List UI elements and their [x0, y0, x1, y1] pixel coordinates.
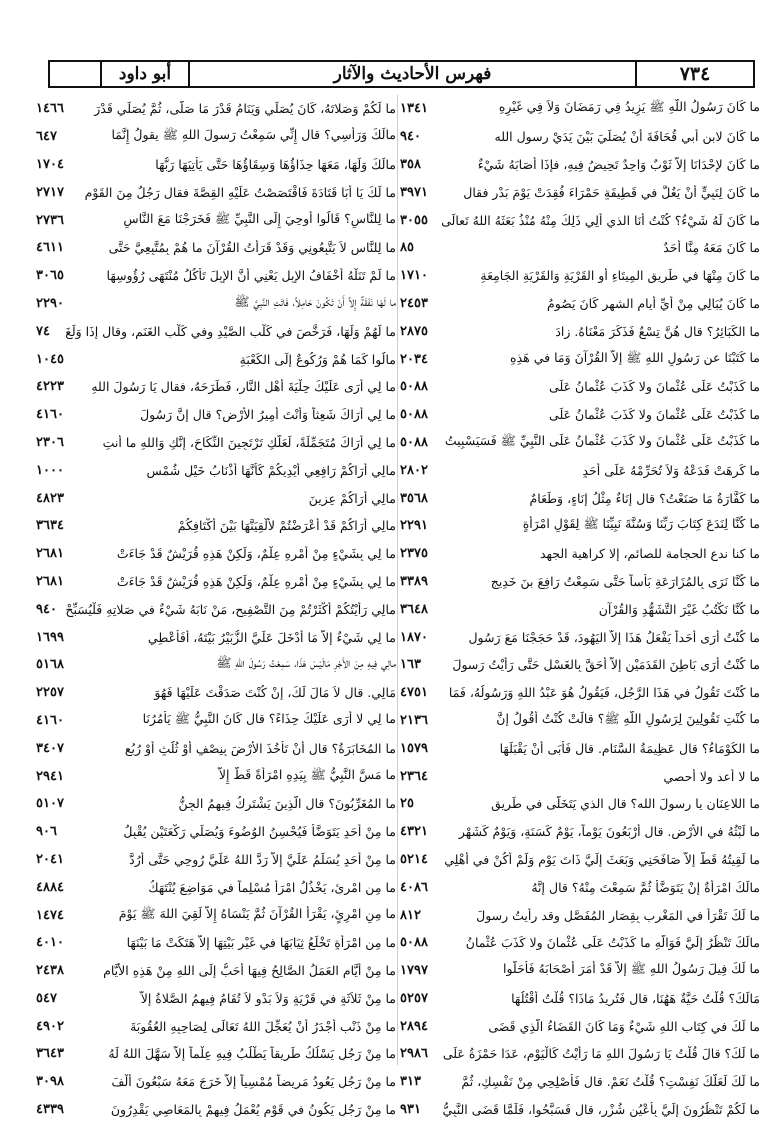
hadith-text: ما المُخَابَرَةُ؟ قال أَنْ تَأْخُذَ الأَرْضَ بِنِصْفٍ أَوْ ثُلُثٍ أَوْ رُبُعٍ	[124, 740, 396, 756]
hadith-number: ٦٤٧	[36, 129, 57, 145]
hadith-text: ما كَانَ لابنِ أبي قُحَافَةَ أَنْ يُصَلِّيَ بَيْنَ يَدَيْ رسولِ الله	[494, 129, 760, 145]
index-entry	[400, 540, 760, 568]
index-entry	[400, 178, 760, 206]
hadith-number: ٣٥٦٨	[400, 490, 428, 506]
index-entry	[36, 651, 396, 679]
index-entry	[36, 484, 396, 512]
hadith-text: ما كُنَّا نَرَى بِالمُزَارَعَةِ بَأْساً حَتَّى سَمِعْتُ رَافِعَ بنَ خَدِيجٍ	[490, 573, 760, 589]
index-entry	[400, 734, 760, 762]
index-entry	[36, 429, 396, 457]
hadith-text: ما كَانَ مَعَهُ مِنَّا أحَدٌ	[663, 240, 760, 256]
hadith-number: ٥٢٥٧	[400, 990, 428, 1006]
hadith-number: ٢٣٠٦	[36, 434, 64, 450]
hadith-text: ما لِي شَيْءٌ إِلاَّ مَا أَدْخَلَ عَلَيَّ الزُّبَيْرُ بَيْتَهُ، أَفَأُعْطِي	[147, 629, 396, 645]
hadith-text: مالِي أَرَاكُمْ قَدْ أَعْرَضْتُمْ لأُلْقِيَنَّهَا بَيْنَ أَكْتَافِكُمْ	[177, 518, 396, 534]
hadith-text: ما لَهَا نَفَقَةٌ إِلاَّ أَنْ تَكُونَ حَامِلاً، فَاتَتِ النَّبِيَّ ﷺ	[234, 293, 396, 309]
index-column-left	[36, 95, 396, 1123]
index-entry	[36, 317, 396, 345]
index-entry	[36, 234, 396, 262]
hadith-number: ٥٠٨٨	[400, 407, 428, 423]
hadith-number: ٣٦٤٣	[36, 1046, 64, 1062]
index-entry	[36, 790, 396, 818]
index-entry	[400, 1012, 760, 1040]
index-entry	[36, 1068, 396, 1096]
hadith-text: ما لِي أَرَى عَلَيْكَ حِلْيَةَ أَهْلِ النَّارِ، فَطَرَحَهُ، فقال يَا رَسُولَ اللهِ	[91, 379, 396, 395]
hadith-text: مالَكَ وَلَهَا، مَعَهَا حِذَاؤُهَا وَسِقَاؤُهَا حَتَّى يَأْتِيَهَا رَبُّهَا	[155, 156, 396, 172]
hadith-number: ٢٦٨١	[36, 573, 64, 589]
index-entry	[400, 762, 760, 790]
index-entry	[36, 707, 396, 735]
hadith-number: ٤٢٢٣	[36, 379, 64, 395]
hadith-number: ٤١٦٠	[36, 407, 64, 423]
hadith-number: ٤٨٢٣	[36, 490, 64, 506]
hadith-number: ٩٤٠	[400, 129, 421, 145]
hadith-number: ٣٤٠٧	[36, 740, 64, 756]
page-title: فهرس الأحاديث والآثار	[188, 62, 635, 86]
hadith-number: ١٠٠٠	[36, 462, 64, 478]
hadith-text: ما لَكَ فِيلَ رَسُولُ اللهِ ﷺ إلاَّ قَدْ أَمَرَ أَصْحَابَهُ فَأَحَلُّوا	[503, 961, 760, 977]
hadith-number: ٤٣٣٩	[36, 1102, 64, 1118]
hadith-number: ١٦٣	[400, 657, 421, 673]
hadith-number: ١٦٩٩	[36, 629, 64, 645]
index-entry	[400, 373, 760, 401]
hadith-text: ما كَانَ لإحْدَانَا إِلاَّ ثَوْبٌ وَاحِدٌ تَحِيضُ فِيهِ، فإذَا أَصَابَهُ شَيْءٌ	[477, 156, 760, 172]
hadith-text: مالِي رَأَيْتُكُمْ أَكْثَرْتُمْ مِنَ التَّصْفِيحِ، مَنْ نَابَهُ شَيْءٌ في صَلاتِهِ فَلْيُسَبِّحْ	[65, 601, 396, 617]
hadith-number: ٣٦٤٨	[400, 601, 428, 617]
hadith-number: ٤٧٥١	[400, 685, 428, 701]
index-entry	[400, 707, 760, 735]
index-entry	[36, 595, 396, 623]
index-entry	[400, 151, 760, 179]
hadith-text: ما لِي بِشَيْءٍ مِنْ أَمْرِهِ عِلْمٌ، وَلَكِنْ هَذِهِ قُرَيْشٌ قَدْ جَاءَتْ	[116, 546, 396, 562]
hadith-text: ما لَكَ لَعَلَّكَ نَفِسْتِ؟ قُلْتُ نَعَمْ. قال فَأَصْلِحِي مِنْ نَفْسِكِ، ثُمَّ	[461, 1074, 760, 1090]
page-number: ٧٣٤	[635, 62, 753, 86]
index-column-right	[400, 95, 760, 1123]
hadith-number: ٤١٦٠	[36, 712, 64, 728]
hadith-text: ما مَسَّ النَّبِيُّ ﷺ بِيَدِهِ امْرَأَةً قَطُّ إِلاَّ	[218, 766, 396, 782]
hadith-number: ٢٧١٧	[36, 184, 64, 200]
index-entry	[36, 568, 396, 596]
hadith-number: ٣١٣	[400, 1074, 421, 1090]
hadith-text: ما مِنْ ثَلاَثَةٍ في قَرْيَةٍ وَلاَ بَدْوٍ لاَ تُقَامُ فِيهِمُ الصَّلاةُ إلاَّ	[140, 990, 396, 1006]
hadith-text: ما الكَبَائِرُ؟ قال هُنَّ تِسْعٌ فَذَكَرَ مَعْنَاهُ. زادَ	[555, 323, 760, 339]
hadith-text: ما لَكَ في كِتَابِ اللهِ شَيْءٌ وَمَا كَانَ القَضَاءُ الَّذِي قَضَى	[488, 1018, 760, 1034]
hadith-number: ٣٠٩٨	[36, 1074, 64, 1090]
index-entry	[400, 929, 760, 957]
hadith-number: ١٠٤٥	[36, 351, 64, 367]
hadith-number: ٢٢٥٧	[36, 685, 64, 701]
hadith-text: مالَكَ وَرَأْسِي؟ قال إِنِّي سَمِعْتُ رَسولَ اللهِ ﷺ يقولُ إِنَّمَا	[111, 127, 396, 143]
index-entry	[400, 429, 760, 457]
hadith-number: ٣٦٣٤	[36, 518, 64, 534]
hadith-number: ٢٧٣٦	[36, 212, 64, 228]
index-entry	[36, 206, 396, 234]
hadith-text: ما مِنِ امْرِئٍ، يَقْرَأُ القُرْآنَ ثُمَّ يَنْسَاهُ إِلاَّ لَقِيَ اللهَ ﷺ يَوْمَ	[118, 905, 396, 921]
book-title: أبو داود	[100, 62, 188, 86]
index-entry	[400, 623, 760, 651]
hadith-text: ما مِنِ امْرِئٍ، يَخْذُلُ امْرَأً مُسْلِماً في مَوَاضِعَ يُنْتَهَكُ	[148, 879, 396, 895]
index-entry	[400, 484, 760, 512]
hadith-text: ما لِي أَرَاكَ شَعِثاً وَأَنْتَ أَمِيرُ الأَرْضِ؟ قال إنَّ رَسُولَ	[140, 407, 396, 423]
hadith-number: ٤٨٨٤	[36, 879, 64, 895]
index-entry	[36, 1040, 396, 1068]
hadith-text: ما لَقِيتُهُ قَطُّ إلاَّ صَافَحَنِي وَبَعَثَ إِلَيَّ ذَاتَ يَوْمٍ وَلَمْ أَكُنْ في أَهْلِي	[444, 851, 760, 867]
index-entry	[400, 846, 760, 874]
hadith-number: ١٣٤١	[400, 101, 428, 117]
index-entry	[36, 734, 396, 762]
index-entry	[400, 957, 760, 985]
hadith-number: ٢٨٧٥	[400, 323, 428, 339]
index-entry	[400, 818, 760, 846]
index-entry	[400, 123, 760, 151]
index-entry	[36, 901, 396, 929]
index-entry	[400, 679, 760, 707]
hadith-number: ٢٠٤١	[36, 851, 64, 867]
hadith-text: ما لَكَ تَقْرَأُ في المَغْرِبِ بِقِصَارِ المُفَصَّلِ وقد رأيتُ رسولَ	[476, 907, 760, 923]
index-entry	[36, 985, 396, 1013]
hadith-number: ٢٥	[400, 796, 414, 812]
hadith-number: ٣٥٨	[400, 156, 421, 172]
hadith-text: ما مِنْ أَحَدٍ يَتَوَضَّأُ فَيُحْسِنُ الوُضُوءَ وَيُصَلِّي رَكْعَتَيْنِ يُقْبِلُ	[123, 824, 396, 840]
hadith-number: ١٥٧٩	[400, 740, 428, 756]
index-entry	[36, 1096, 396, 1123]
index-entry	[36, 1012, 396, 1040]
hadith-number: ٧٤	[36, 323, 50, 339]
index-entry	[400, 456, 760, 484]
index-entry	[400, 95, 760, 123]
index-entry	[400, 595, 760, 623]
hadith-number: ٢٣٧٥	[400, 546, 428, 562]
index-entry	[36, 623, 396, 651]
hadith-text: ما لَهُمْ وَلَهَا، فَرَخَّصَ في كَلْبِ الصَّيْدِ وفي كَلْبِ الغَنَمِ، وقال إِذَا وَلَغَ	[65, 323, 396, 339]
index-entry	[400, 401, 760, 429]
hadith-text: ما كُنَّا نَكْتُبُ غَيْرَ التَّشَهُّدِ وَالقُرْآنِ	[598, 601, 760, 617]
hadith-number: ٣٩٧١	[400, 184, 428, 200]
index-entry	[36, 957, 396, 985]
hadith-text: ما كَذَبْتُ عَلَى عُثْمانَ ولا كَذَبَ عُثْمانُ عَلَى	[549, 379, 760, 395]
hadith-number: ١٧٠٤	[36, 156, 64, 172]
hadith-text: ما لَمْ تَنَلْهُ أَخْفَافُ الإِبِلِ يَعْنِي أَنَّ الإِبِلَ تَأْكُلُ مُنْتَهَى رُؤُوسِهَا	[106, 268, 396, 284]
hadith-number: ٢٢٩١	[400, 518, 428, 534]
hadith-text: ما لِلنَّاسِ؟ قَالُوا أُوحِيَ إِلَى النَّبِيِّ ﷺ فَخَرَجْنَا مَعَ النَّاسِ	[123, 210, 396, 226]
index-entry	[400, 790, 760, 818]
hadith-text: مَالَكَ؟ قُلْتُ حَيَّةٌ هَهُنَا، قال فَتُرِيدُ مَاذَا؟ قُلْتُ أَقْتُلُهَا	[511, 990, 760, 1006]
hadith-text: ما كَانَ لَهُ شَيْءٌ؟ كُنْتُ أَنَا الذي أَلِي ذَلِكَ مِنْهُ مُنْذُ بَعَثَهُ اللهُ تَعالَى	[441, 212, 760, 228]
hadith-number: ٢٩٨٦	[400, 1046, 428, 1062]
hadith-text: ما مِنِ امْرَأَةٍ تَخْلَعُ ثِيَابَهَا في غَيْرِ بَيْتِهَا إِلاَّ هَتَكَتْ مَا بَيْنَهَا	[126, 935, 396, 951]
hadith-number: ١٧١٠	[400, 268, 428, 284]
hadith-number: ٥٤٧	[36, 990, 57, 1006]
index-entry	[36, 762, 396, 790]
index-entry	[400, 234, 760, 262]
hadith-number: ٢١٣٦	[400, 712, 428, 728]
hadith-text: ما مِنْ رَجُلٍ يَسْلُكُ طَرِيقاً يَطْلُبُ فِيهِ عِلْماً إلاَّ سَهَّلَ اللهُ لَهُ	[108, 1046, 396, 1062]
index-entry	[36, 123, 396, 151]
hadith-number: ٣٠٦٥	[36, 268, 64, 284]
index-entry	[36, 512, 396, 540]
index-entry	[36, 373, 396, 401]
hadith-number: ٥٠٨٨	[400, 935, 428, 951]
index-entry	[400, 1040, 760, 1068]
column-divider	[397, 95, 398, 1065]
hadith-number: ٤٩٠٢	[36, 1018, 64, 1034]
hadith-number: ٤٣٢١	[400, 824, 428, 840]
hadith-text: ما لَكَ؟ قالَ قُلْتُ يَا رَسُولَ اللهِ مَا رَأَيْتُ كَالْيَوْمِ، عَدَا حَمْزَةُ عَلَى	[442, 1046, 760, 1062]
index-entry	[400, 901, 760, 929]
hadith-text: مالَكَ تَنْظُرُ إِلَيَّ فَوَالَّهِ ما كَذَبْتُ عَلَى عُثْمانَ ولا كَذَبَ عُثْمانُ	[465, 935, 760, 951]
hadith-text: مالُوا كَمَا هُمْ وَرُكُوعٌ إلَى الكَعْبَةِ	[239, 351, 396, 367]
index-entry	[400, 985, 760, 1013]
index-entry	[36, 873, 396, 901]
hadith-number: ٣٣٨٩	[400, 573, 428, 589]
hadith-text: ما كَانَ يُبَالِي مِنْ أَيِّ أيامِ الشهرِ كَانَ يَصُومُ	[546, 295, 760, 311]
index-entry	[36, 345, 396, 373]
hadith-text: ما كَرِهَتْ فَدَعْهُ وَلاَ تُحَرِّمْهُ عَلَى أحَدٍ	[582, 462, 760, 478]
hadith-number: ٢٢٩٠	[36, 295, 64, 311]
hadith-number: ٥٠٨٨	[400, 379, 428, 395]
hadith-text: مالِي أَرَاكُمْ رَافِعِي أَيْدِيكُمْ كَأَنَّهَا أَذْنَابُ خَيْلٍ شُمْسٍ	[146, 462, 396, 478]
hadith-text: ما لَكَ يَا أَبَا قَتَادَةَ فَاقْتَصَصْتُ عَلَيْهِ القِصَّةَ فقال رَجُلٌ مِنَ القَوْمِ	[84, 184, 396, 200]
hadith-number: ٥١٠٧	[36, 796, 64, 812]
hadith-text: ما كُنْتِ تَقُولِينَ لِرَسُولِ اللَّهِ ﷺ؟ قالَتْ كُنْتُ أَقُولُ إنَّ	[496, 710, 760, 726]
hadith-number: ٣٠٥٥	[400, 212, 428, 228]
hadith-number: ٢٤٣٨	[36, 963, 64, 979]
hadith-text: ما كُنْتَ تَقُولُ في هَذَا الرَّجُلِ، فَيَقُولُ هُوَ عَبْدُ اللهِ وَرَسُولُهُ، فَمَا	[448, 685, 760, 701]
hadith-text: ما لَكُمْ وَصَلاتَهُ، كَانَ يُصَلِّي وَيَنَامُ قَدْرَ مَا صَلَّى، ثُمَّ يُصَلِّي قَدْرَ	[94, 101, 396, 117]
header-blank-cell	[50, 62, 100, 86]
index-entry	[400, 568, 760, 596]
hadith-number: ٩٠٦	[36, 824, 57, 840]
hadith-text: ما المُغَرِّبُونَ؟ قال الَّذِينَ يَشْتَرِكُ فِيهِمُ الجِنُّ	[178, 796, 396, 812]
hadith-text: مالِي فِيهِ مِنَ الأَجْرِ مَالَيْسَ هَذَا، سَمِعْتُ رَسُولَ اللهِ ﷺ	[216, 655, 396, 671]
hadith-number: ٩٣١	[400, 1102, 421, 1118]
hadith-text: ما كنا ندع الحجامة للصائم، إلا كراهية الجهد	[539, 546, 760, 562]
index-entry	[400, 290, 760, 318]
hadith-text: مالِي أَرَاكُمْ عِزِينَ	[308, 490, 396, 506]
hadith-text: ما كَانَ لِنَبِيٍّ أَنْ يَغُلَّ في قَطِيفَةٍ حَمْرَاءَ فُقِدَتْ يَوْمَ بَدْرٍ فقال	[463, 184, 760, 200]
index-entry	[36, 540, 396, 568]
index-entry	[36, 95, 396, 123]
hadith-number: ٤٠٨٦	[400, 879, 428, 895]
index-entry	[36, 401, 396, 429]
hadith-number: ٥٠٨٨	[400, 434, 428, 450]
hadith-number: ٢٤٥٣	[400, 295, 428, 311]
hadith-number: ٢٩٤١	[36, 768, 64, 784]
index-entry	[36, 929, 396, 957]
hadith-number: ٤٠١٠	[36, 935, 64, 951]
hadith-text: ما كَذَبْتُ عَلَى عُثْمانَ ولا كَذَبَ عُثْمانُ عَلَى النَّبِيِّ ﷺ فَسَيَسْبِيتُ	[444, 432, 760, 448]
hadith-number: ٤٦١١	[36, 240, 64, 256]
hadith-text: ما لَبْثُهُ في الأرْضِ. قال أَرْبَعُونَ يَوْماً، يَوْمٌ كَسَنَةٍ، وَيَوْمٌ كَشَهْرٍ	[458, 824, 760, 840]
index-entry	[400, 262, 760, 290]
hadith-text: ما مِنْ أَيَّامٍ العَمَلُ الصَّالِحُ فِيهَا أَحَبُّ إِلَى اللهِ مِنْ هَذِهِ الأَيَّامِ	[103, 963, 396, 979]
index-entry	[400, 1068, 760, 1096]
hadith-number: ٨٥	[400, 240, 414, 256]
index-entry	[36, 679, 396, 707]
hadith-number: ٢٨٩٤	[400, 1018, 428, 1034]
hadith-text: ما كَانَ مِنْهَا في طَرِيقِ المِيتَاءِ أَوِ القَرْيَةِ وَالقَرْيَةِ الجَامِعَةِ	[480, 268, 760, 284]
hadith-number: ٢٣٦٤	[400, 768, 428, 784]
hadith-number: ٥١٦٨	[36, 657, 64, 673]
hadith-number: ١٤٧٤	[36, 907, 64, 923]
index-entry	[400, 206, 760, 234]
hadith-text: ما كُنَّا لِنَدَعَ كِتَابَ رَبِّنَا وَسُنَّةَ نَبِيِّنَا ﷺ لِقَوْلِ امْرَأَةٍ	[522, 516, 760, 532]
index-entry	[400, 873, 760, 901]
index-entry	[36, 151, 396, 179]
index-entry	[400, 512, 760, 540]
hadith-text: ما لِي أَرَاكَ مُتَجَمِّلَةً، لَعَلَّكِ تَرْتَجِينَ النِّكَاحَ، إنَّكِ وَاللهِ ما أنتِ	[102, 434, 396, 450]
hadith-text: مالَكَ امْرَأَةٌ إِنْ يَتَوَضَّأْ ثُمَّ سَمِعْتَ مِنْهُ؟ قال إنَّهُ	[531, 879, 760, 895]
page-header	[48, 60, 755, 88]
hadith-number: ٩٤٠	[36, 601, 57, 617]
hadith-text: ما مِنْ أَحَدٍ يُسَلِّمُ عَلَيَّ إِلاَّ رَدَّ اللهُ عَلَيَّ رُوحِي حَتَّى أَرُدَّ	[129, 851, 396, 867]
hadith-number: ٢٠٣٤	[400, 351, 428, 367]
hadith-text: مَالِي. قال لاَ مَالَ لَكَ، إنْ كُنْتَ صَدَقْتَ عَلَيْهَا فَهُوَ	[154, 685, 396, 701]
index-entry	[400, 317, 760, 345]
index-entry	[400, 651, 760, 679]
hadith-text: ما لِلنَّاسِ لاَ يَتَّبِعُونِي وَقَدْ قَرَأْتُ القُرْآنَ ما هُمْ بِمُتَّبِعِيَّ حَتَّى	[108, 240, 396, 256]
hadith-text: ما اللاعِنَانِ يا رسولَ الله؟ قال الذي يَتَخَلَّى في طَرِيقِ	[491, 796, 760, 812]
index-entry	[36, 178, 396, 206]
hadith-text: ما الكَوْمَاءُ؟ قال عَظِيمَةُ السَّنَامِ. قال فَأَبَى أَنْ يَقْبَلَهَا	[499, 740, 760, 756]
index-entry	[36, 456, 396, 484]
hadith-text: ما لا أعد ولا أحصي	[663, 768, 760, 784]
index-entry	[36, 290, 396, 318]
hadith-number: ٥٢١٤	[400, 851, 428, 867]
hadith-text: ما لِي لا أَرَى عَلَيْكَ حِذَاءً؟ قال كَانَ النَّبِيُّ ﷺ يَأْمُرُنَا	[142, 710, 396, 726]
hadith-text: ما كَتَبْنَا عن رَسُولِ اللهِ ﷺ إلاَّ القُرْآنَ وَمَا في هَذِهِ	[510, 349, 760, 365]
index-entry	[400, 345, 760, 373]
hadith-text: ما لَكُمْ تَنْظُرُونَ إِلَيَّ بِأَعْيُنِ شُزْرٍ، قال فَسَبَّحُوا، فَلَمَّا قَضَى النَّبِيُّ	[442, 1102, 760, 1118]
hadith-number: ٨١٢	[400, 907, 421, 923]
index-entry	[36, 846, 396, 874]
hadith-text: ما مِنْ رَجُلٍ يَكُونُ في قَوْمٍ يُعْمَلُ فِيهِمْ بِالمَعَاصِي يَقْدِرُونَ	[110, 1102, 396, 1118]
index-entry	[400, 1096, 760, 1123]
index-entry	[36, 818, 396, 846]
hadith-text: ما كُنْتُ أُرَى بَاطِنَ القَدَمَيْنِ إلاَّ أَحَقَّ بِالغَسْلِ حَتَّى رَأَيْتُ رَسولَ	[452, 657, 760, 673]
hadith-number: ١٤٦٦	[36, 101, 64, 117]
hadith-text: ما مِنْ رَجُلٍ يَعُودُ مَرِيضاً مُمْسِياً إلاَّ خَرَجَ مَعَهُ سَبْعُونَ أَلْفَ	[111, 1074, 396, 1090]
hadith-text: ما لِي بِشَيْءٍ مِنْ أَمْرِهِ عِلْمٌ، وَلَكِنْ هَذِهِ قُرَيْشٌ قَدْ جَاءَتْ	[116, 573, 396, 589]
hadith-text: ما كَفَّارَةُ مَا صَنَعْتُ؟ قال إِنَاءٌ مِثْلُ إِنَاءٍ، وَطَعَامٌ	[529, 490, 760, 506]
hadith-number: ٢٦٨١	[36, 546, 64, 562]
index-entry	[36, 262, 396, 290]
hadith-number: ١٧٩٧	[400, 963, 428, 979]
hadith-text: ما مِنْ ذَنْبٍ أَجْدَرُ أَنْ يُعَجِّلَ اللهُ تَعَالَى لِصَاحِبِهِ العُقُوبَةَ	[130, 1018, 396, 1034]
hadith-number: ٢٨٠٢	[400, 462, 428, 478]
hadith-text: ما كَذَبْتُ عَلَى عُثْمانَ ولا كَذَبَ عُثْمانُ عَلَى	[549, 407, 760, 423]
hadith-text: ما كَانَ رَسُولُ اللَّهِ ﷺ يَزِيدُ فِي رَمَضَانَ وَلاَ فِي غَيْرِهِ	[498, 99, 760, 115]
hadith-number: ١٨٧٠	[400, 629, 428, 645]
hadith-text: ما كُنْتُ أُرَى أَحَداً يَفْعَلُ هَذَا إلاَّ اليَهُودَ، قَدْ حَجَجْنَا مَعَ رَسُولِ	[468, 629, 760, 645]
